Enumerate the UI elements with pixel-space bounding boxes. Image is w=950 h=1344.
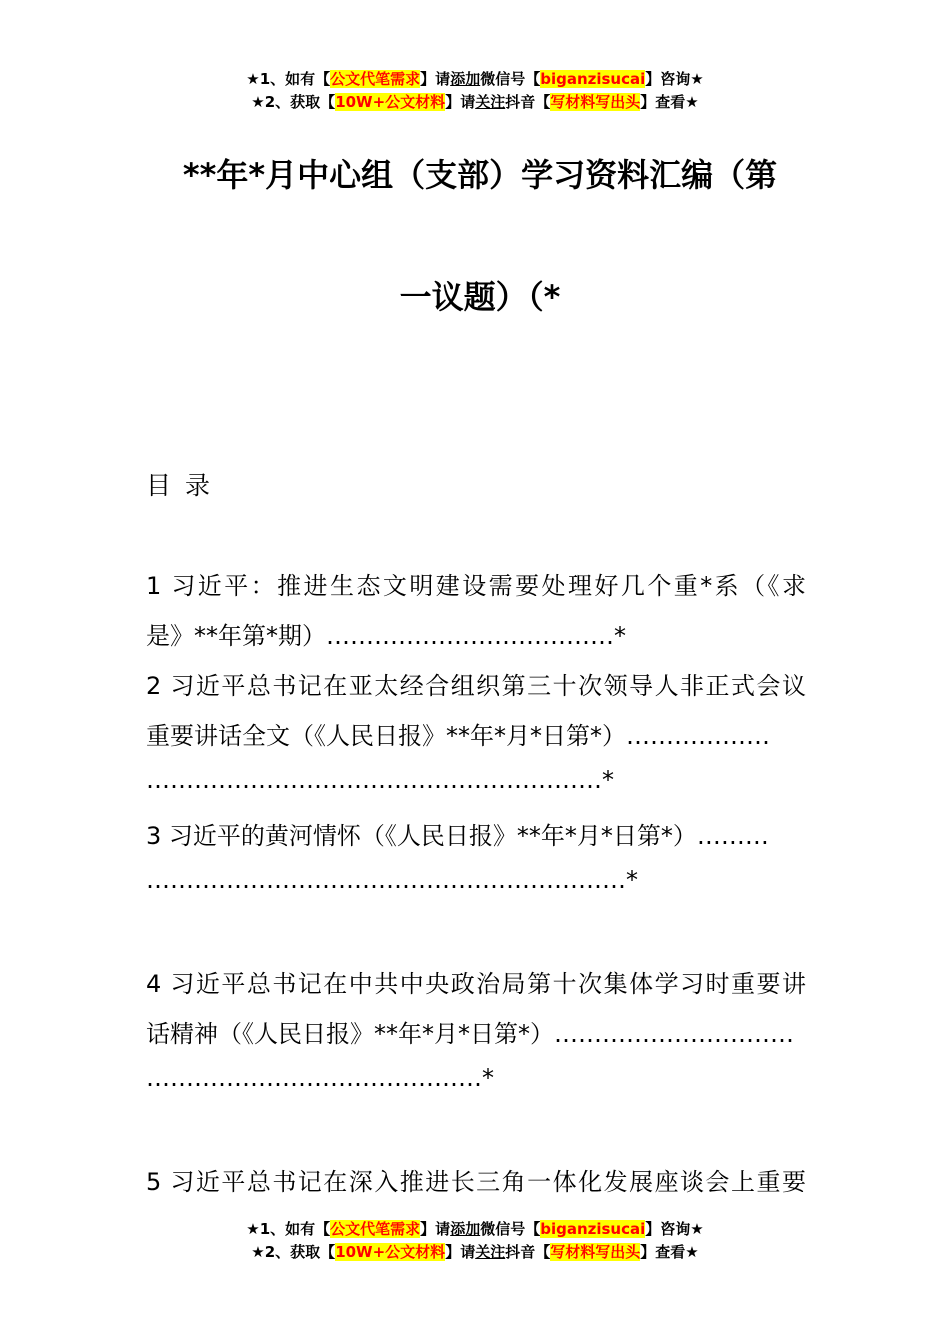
banner-highlight: biganzisucai	[540, 70, 646, 88]
toc-entry-line: ……………………………………………………*	[146, 866, 638, 894]
toc-entry-line: …………………………………………………*	[146, 766, 614, 794]
banner-highlight: 10W+公文材料	[335, 93, 446, 111]
banner-text: ★1、如有【	[246, 70, 331, 88]
banner-text: 】请	[420, 1220, 451, 1238]
banner-text: 】查看★	[640, 1243, 699, 1261]
banner-text: 抖音【	[505, 93, 551, 111]
banner-text: 微信号【	[480, 1220, 541, 1238]
banner-text: 】请	[420, 70, 451, 88]
header-banner-line-1	[0, 68, 950, 91]
toc-heading: 目录	[146, 471, 225, 500]
toc-entry-line: 2 习近平总书记在亚太经合组织第三十次领导人非正式会议	[146, 672, 806, 700]
header-banner	[0, 68, 950, 114]
footer-banner-line-2	[0, 1241, 950, 1264]
banner-text: 】请	[445, 93, 476, 111]
banner-text: 】咨询★	[645, 1220, 704, 1238]
toc-entry-line: 话精神（《人民日报》**年*月*日第*）…………………………	[146, 1020, 794, 1048]
banner-text: 】请	[445, 1243, 476, 1261]
banner-highlight: 写材料写出头	[550, 1243, 641, 1261]
banner-underlined-text: 添加	[450, 70, 481, 88]
banner-text: ★2、获取【	[251, 93, 336, 111]
toc-entry-line: 3 习近平的黄河情怀（《人民日报》**年*月*日第*）………	[146, 822, 769, 850]
banner-text: ★2、获取【	[251, 1243, 336, 1261]
banner-underlined-text: 关注	[475, 1243, 506, 1261]
banner-text: 】咨询★	[645, 70, 704, 88]
toc-entry-line: ……………………………………*	[146, 1064, 494, 1092]
toc-entry-line: 1 习近平：推进生态文明建设需要处理好几个重*系（《求	[146, 572, 806, 600]
footer-banner	[0, 1218, 950, 1264]
banner-text: 】查看★	[640, 93, 699, 111]
header-banner-line-2	[0, 91, 950, 114]
banner-highlight: biganzisucai	[540, 1220, 646, 1238]
banner-text: ★1、如有【	[246, 1220, 331, 1238]
banner-highlight: 写材料写出头	[550, 93, 641, 111]
toc-entry-line: 重要讲话全文（《人民日报》**年*月*日第*）………………	[146, 722, 770, 750]
toc-entry-line: 是》**年第*期）………………………………*	[146, 622, 626, 650]
banner-underlined-text: 关注	[475, 93, 506, 111]
footer-banner-line-1	[0, 1218, 950, 1241]
document-title-line-2: 一议题）（*	[399, 278, 561, 316]
document-title-line-1: **年*月中心组（支部）学习资料汇编（第	[182, 156, 778, 194]
banner-highlight: 公文代笔需求	[330, 1220, 421, 1238]
banner-highlight: 公文代笔需求	[330, 70, 421, 88]
banner-underlined-text: 添加	[450, 1220, 481, 1238]
banner-highlight: 10W+公文材料	[335, 1243, 446, 1261]
toc-entry-line: 4 习近平总书记在中共中央政治局第十次集体学习时重要讲	[146, 970, 806, 998]
banner-text: 微信号【	[480, 70, 541, 88]
toc-entry-line: 5 习近平总书记在深入推进长三角一体化发展座谈会上重要	[146, 1168, 806, 1196]
banner-text: 抖音【	[505, 1243, 551, 1261]
